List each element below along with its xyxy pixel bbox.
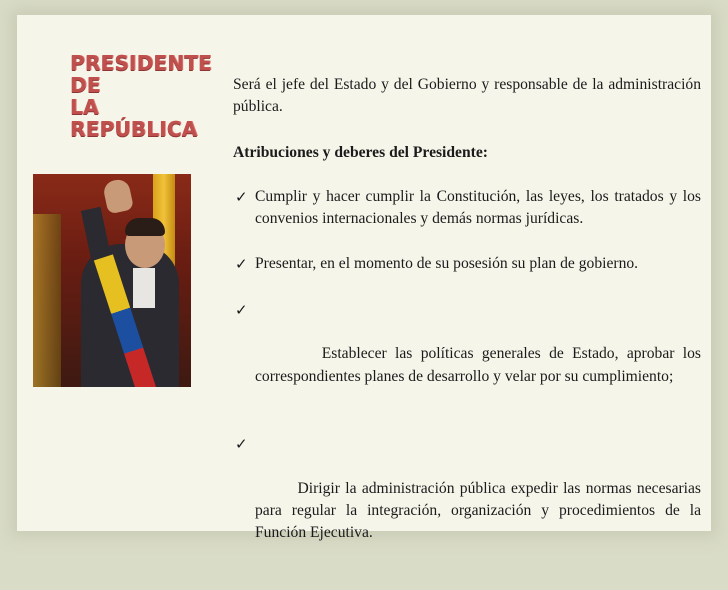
title-line-2: LA REPÚBLICA — [70, 95, 198, 141]
list-item — [233, 299, 705, 410]
attributions-list — [233, 186, 705, 567]
list-item — [233, 433, 705, 567]
slide-title — [70, 52, 230, 140]
content-body — [233, 74, 705, 590]
check-mark-icon: ✓ — [235, 300, 248, 319]
list-item-text: Presentar, en el momento de su posesión su plan de gobierno. — [255, 255, 639, 273]
check-mark-icon: ✓ — [235, 187, 248, 206]
list-item-text: Dirigir la administración pública expedir las normas necesarias para regular la integración, organización y procedimientos de la Función Ejecutiva. — [255, 479, 705, 542]
list-item — [233, 186, 701, 231]
check-mark-icon: ✓ — [235, 435, 248, 454]
section-heading: Atribuciones y deberes del Presidente: — [233, 143, 488, 161]
list-item-text: Establecer las políticas generales de Estado, aprobar los correspondientes planes de desarrollo y velar por su cumplimiento; — [255, 345, 705, 385]
intro-text: Será el jefe del Estado y del Gobierno y responsable de la administración pública. — [233, 76, 701, 116]
list-item-text: Cumplir y hacer cumplir la Constitución, las leyes, los tratados y los convenios internacionales y demás normas jurídicas. — [255, 187, 701, 228]
check-mark-icon: ✓ — [235, 255, 248, 274]
list-item — [233, 253, 701, 275]
president-photo — [33, 174, 191, 387]
title-line-1: PRESIDENTE DE — [70, 51, 212, 97]
